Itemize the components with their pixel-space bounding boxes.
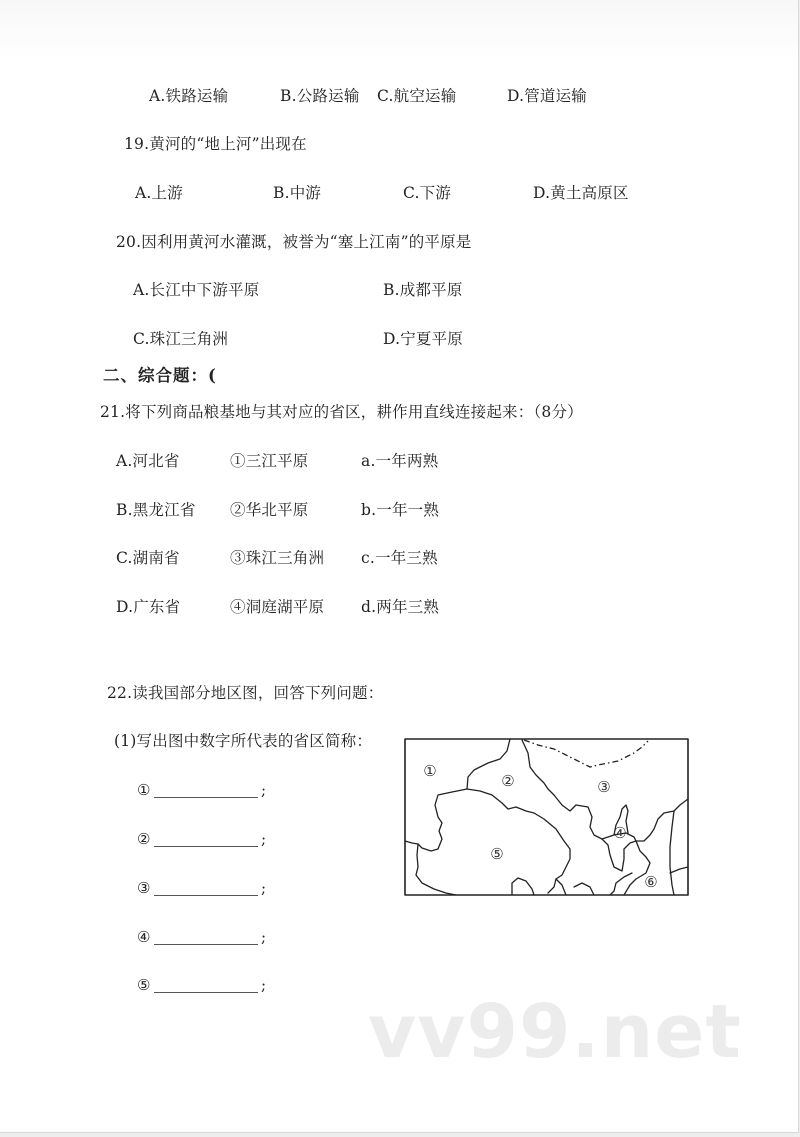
q18-option-a: A.铁路运输 (149, 87, 229, 105)
map-label-4: ④ (613, 824, 627, 842)
blank-number: ② (137, 830, 151, 848)
province-map (404, 737, 689, 897)
q21-cropping-a: a.一年两熟 (361, 452, 439, 470)
blank-semicolon: ; (261, 830, 267, 848)
q18-option-c: C.航空运输 (377, 87, 457, 105)
map-label-6: ⑥ (644, 873, 658, 891)
q19-option-a: A.上游 (135, 184, 183, 202)
blank-semicolon: ; (261, 879, 267, 897)
map-label-3: ③ (597, 778, 611, 796)
q18-option-d: D.管道运输 (507, 87, 588, 105)
map-label-2: ② (501, 772, 515, 790)
blank-number: ① (137, 781, 151, 799)
q20-option-a: A.长江中下游平原 (133, 281, 260, 299)
answer-blank-4[interactable] (137, 927, 277, 947)
q21-province-d: D.广东省 (116, 598, 181, 616)
q21-cropping-c: c.一年三熟 (361, 549, 438, 567)
map-label-5: ⑤ (490, 845, 504, 863)
q19-option-b: B.中游 (273, 184, 322, 202)
blank-line[interactable] (154, 797, 258, 798)
map-label-1: ① (423, 762, 437, 780)
section-heading: 二、综合题：( (103, 366, 217, 385)
q21-province-c: C.湖南省 (116, 549, 180, 567)
q19-option-c: C.下游 (403, 184, 452, 202)
answer-blank-2[interactable] (137, 829, 277, 849)
blank-line[interactable] (154, 846, 258, 847)
blank-line[interactable] (154, 944, 258, 945)
q21-cropping-b: b.一年一熟 (361, 501, 440, 519)
answer-blank-1[interactable] (137, 780, 277, 800)
q21-base-3: ③珠江三角洲 (230, 549, 325, 567)
blank-number: ⑤ (137, 976, 151, 994)
blank-semicolon: ; (261, 781, 267, 799)
blank-number: ④ (137, 928, 151, 946)
q21-cropping-d: d.两年三熟 (361, 598, 440, 616)
blank-number: ③ (137, 879, 151, 897)
answer-blank-3[interactable] (137, 878, 277, 898)
q21-base-2: ②华北平原 (230, 501, 309, 519)
q22-stem: 22.读我国部分地区图，回答下列问题： (107, 684, 384, 702)
watermark: vv99.net (368, 989, 742, 1075)
q20-stem: 20.因利用黄河水灌溉，被誉为“塞上江南”的平原是 (116, 233, 472, 251)
q21-base-1: ①三江平原 (230, 452, 309, 470)
q20-option-c: C.珠江三角洲 (133, 330, 229, 348)
blank-semicolon: ; (261, 928, 267, 946)
q19-stem: 19.黄河的“地上河”出现在 (124, 135, 307, 153)
q20-option-d: D.宁夏平原 (383, 330, 464, 348)
q18-option-b: B.公路运输 (280, 87, 360, 105)
q20-option-b: B.成都平原 (383, 281, 463, 299)
q21-base-4: ④洞庭湖平原 (230, 598, 325, 616)
q21-province-b: B.黑龙江省 (116, 501, 196, 519)
q21-stem: 21.将下列商品粮基地与其对应的省区，耕作用直线连接起来：（8分） (100, 403, 583, 421)
answer-blank-5[interactable] (137, 975, 277, 995)
q22-sub1: (1)写出图中数字所代表的省区简称： (114, 732, 373, 750)
blank-line[interactable] (154, 992, 258, 993)
q19-option-d: D.黄土高原区 (533, 184, 629, 202)
blank-semicolon: ; (261, 976, 267, 994)
blank-line[interactable] (154, 895, 258, 896)
q21-province-a: A.河北省 (116, 452, 180, 470)
